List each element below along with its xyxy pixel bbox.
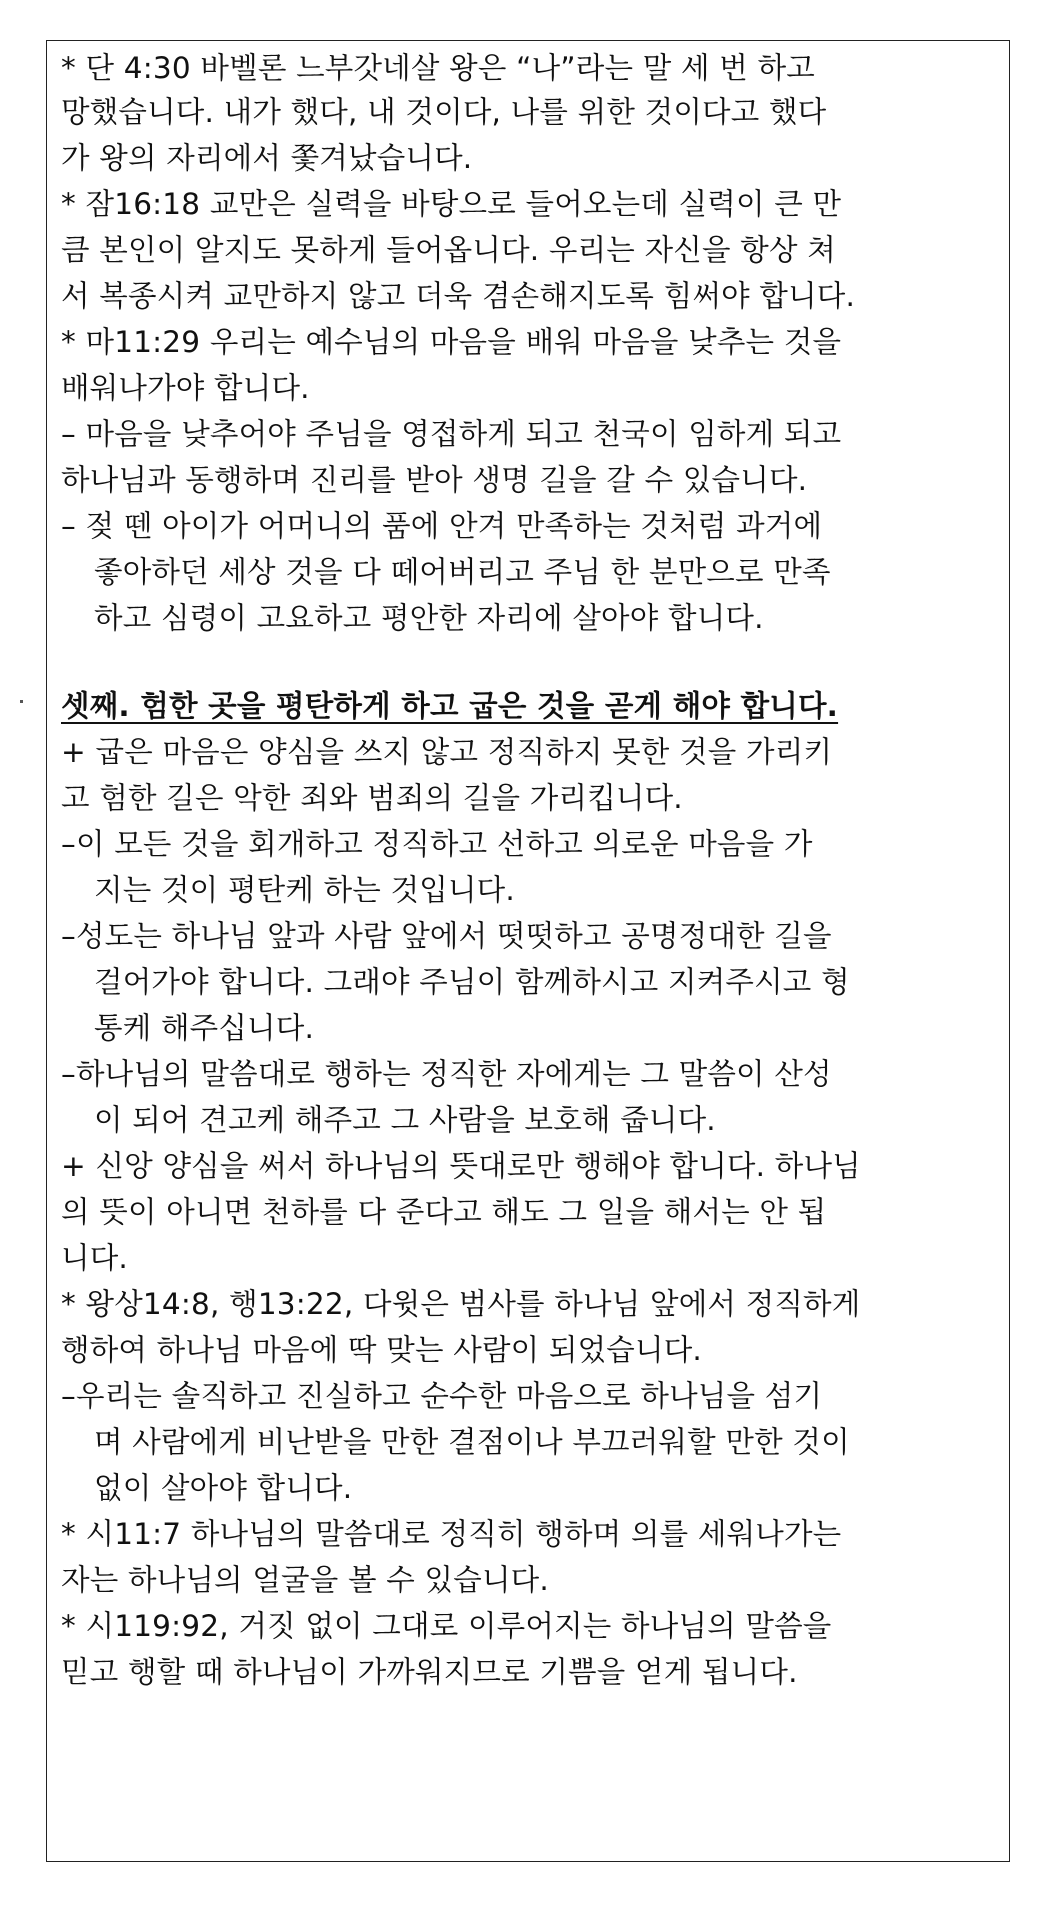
text-line: * 시119:92, 거짓 없이 그대로 이루어지는 하나님의 말씀을 [61, 1609, 832, 1643]
text-line: 큼 본인이 알지도 못하게 들어옵니다. 우리는 자신을 항상 쳐 [61, 233, 836, 267]
text-line: * 잠16:18 교만은 실력을 바탕으로 들어오는데 실력이 큰 만 [61, 187, 842, 221]
text-line: 자는 하나님의 얼굴을 볼 수 있습니다. [61, 1563, 549, 1597]
scan-speck [20, 700, 23, 703]
text-line: + 신앙 양심을 써서 하나님의 뜻대로만 행해야 합니다. 하나님 [61, 1149, 861, 1183]
text-line: 하고 심령이 고요하고 평안한 자리에 살아야 합니다. [94, 601, 764, 635]
text-line: + 굽은 마음은 양심을 쓰지 않고 정직하지 못한 것을 가리키 [61, 735, 833, 769]
text-line: 의 뜻이 아니면 천하를 다 준다고 해도 그 일을 해서는 안 됩 [61, 1195, 827, 1229]
text-line: 좋아하던 세상 것을 다 떼어버리고 주님 한 분만으로 만족 [94, 555, 831, 589]
text-line: 행하여 하나님 마음에 딱 맞는 사람이 되었습니다. [61, 1333, 702, 1367]
text-line: –성도는 하나님 앞과 사람 앞에서 떳떳하고 공명정대한 길을 [61, 919, 832, 953]
text-line: 이 되어 견고케 해주고 그 사람을 보호해 줍니다. [94, 1103, 716, 1137]
text-line: 하나님과 동행하며 진리를 받아 생명 길을 갈 수 있습니다. [61, 463, 808, 497]
text-line: 배워나가야 합니다. [61, 371, 310, 405]
text-line: 믿고 행할 때 하나님이 가까워지므로 기쁨을 얻게 됩니다. [61, 1655, 798, 1689]
text-line: 걸어가야 합니다. 그래야 주님이 함께하시고 지켜주시고 형 [94, 965, 850, 999]
text-line: –하나님의 말씀대로 행하는 정직한 자에게는 그 말씀이 산성 [61, 1057, 832, 1091]
text-line: 통케 해주십니다. [94, 1011, 315, 1045]
text-line: * 마11:29 우리는 예수님의 마음을 배워 마음을 낮추는 것을 [61, 325, 842, 359]
text-line: –이 모든 것을 회개하고 정직하고 선하고 의로운 마음을 가 [61, 827, 813, 861]
text-line: 지는 것이 평탄케 하는 것입니다. [94, 873, 515, 907]
text-line: 서 복종시켜 교만하지 않고 더욱 겸손해지도록 힘써야 합니다. [61, 279, 856, 313]
text-line: * 시11:7 하나님의 말씀대로 정직히 행하며 의를 세워나가는 [61, 1517, 842, 1551]
text-line: 가 왕의 자리에서 쫓겨났습니다. [61, 141, 473, 175]
text-line: * 단 4:30 바벨론 느부갓네살 왕은 “나”라는 말 세 번 하고 [61, 51, 815, 85]
text-line: – 마음을 낮추어야 주님을 영접하게 되고 천국이 임하게 되고 [61, 417, 842, 451]
text-line: 없이 살아야 합니다. [94, 1471, 353, 1505]
text-line: 고 험한 길은 악한 죄와 범죄의 길을 가리킵니다. [61, 781, 683, 815]
text-line: 망했습니다. 내가 했다, 내 것이다, 나를 위한 것이다고 했다 [61, 95, 827, 129]
section-heading: 셋째. 험한 곳을 평탄하게 하고 굽은 것을 곧게 해야 합니다. [61, 689, 839, 723]
text-line: –우리는 솔직하고 진실하고 순수한 마음으로 하나님을 섬기 [61, 1379, 823, 1413]
text-line: 며 사람에게 비난받을 만한 결점이나 부끄러워할 만한 것이 [94, 1425, 850, 1459]
text-line: – 젖 뗀 아이가 어머니의 품에 안겨 만족하는 것처럼 과거에 [61, 509, 823, 543]
text-line: 니다. [61, 1241, 128, 1275]
text-line: * 왕상14:8, 행13:22, 다윗은 범사를 하나님 앞에서 정직하게 [61, 1287, 861, 1321]
